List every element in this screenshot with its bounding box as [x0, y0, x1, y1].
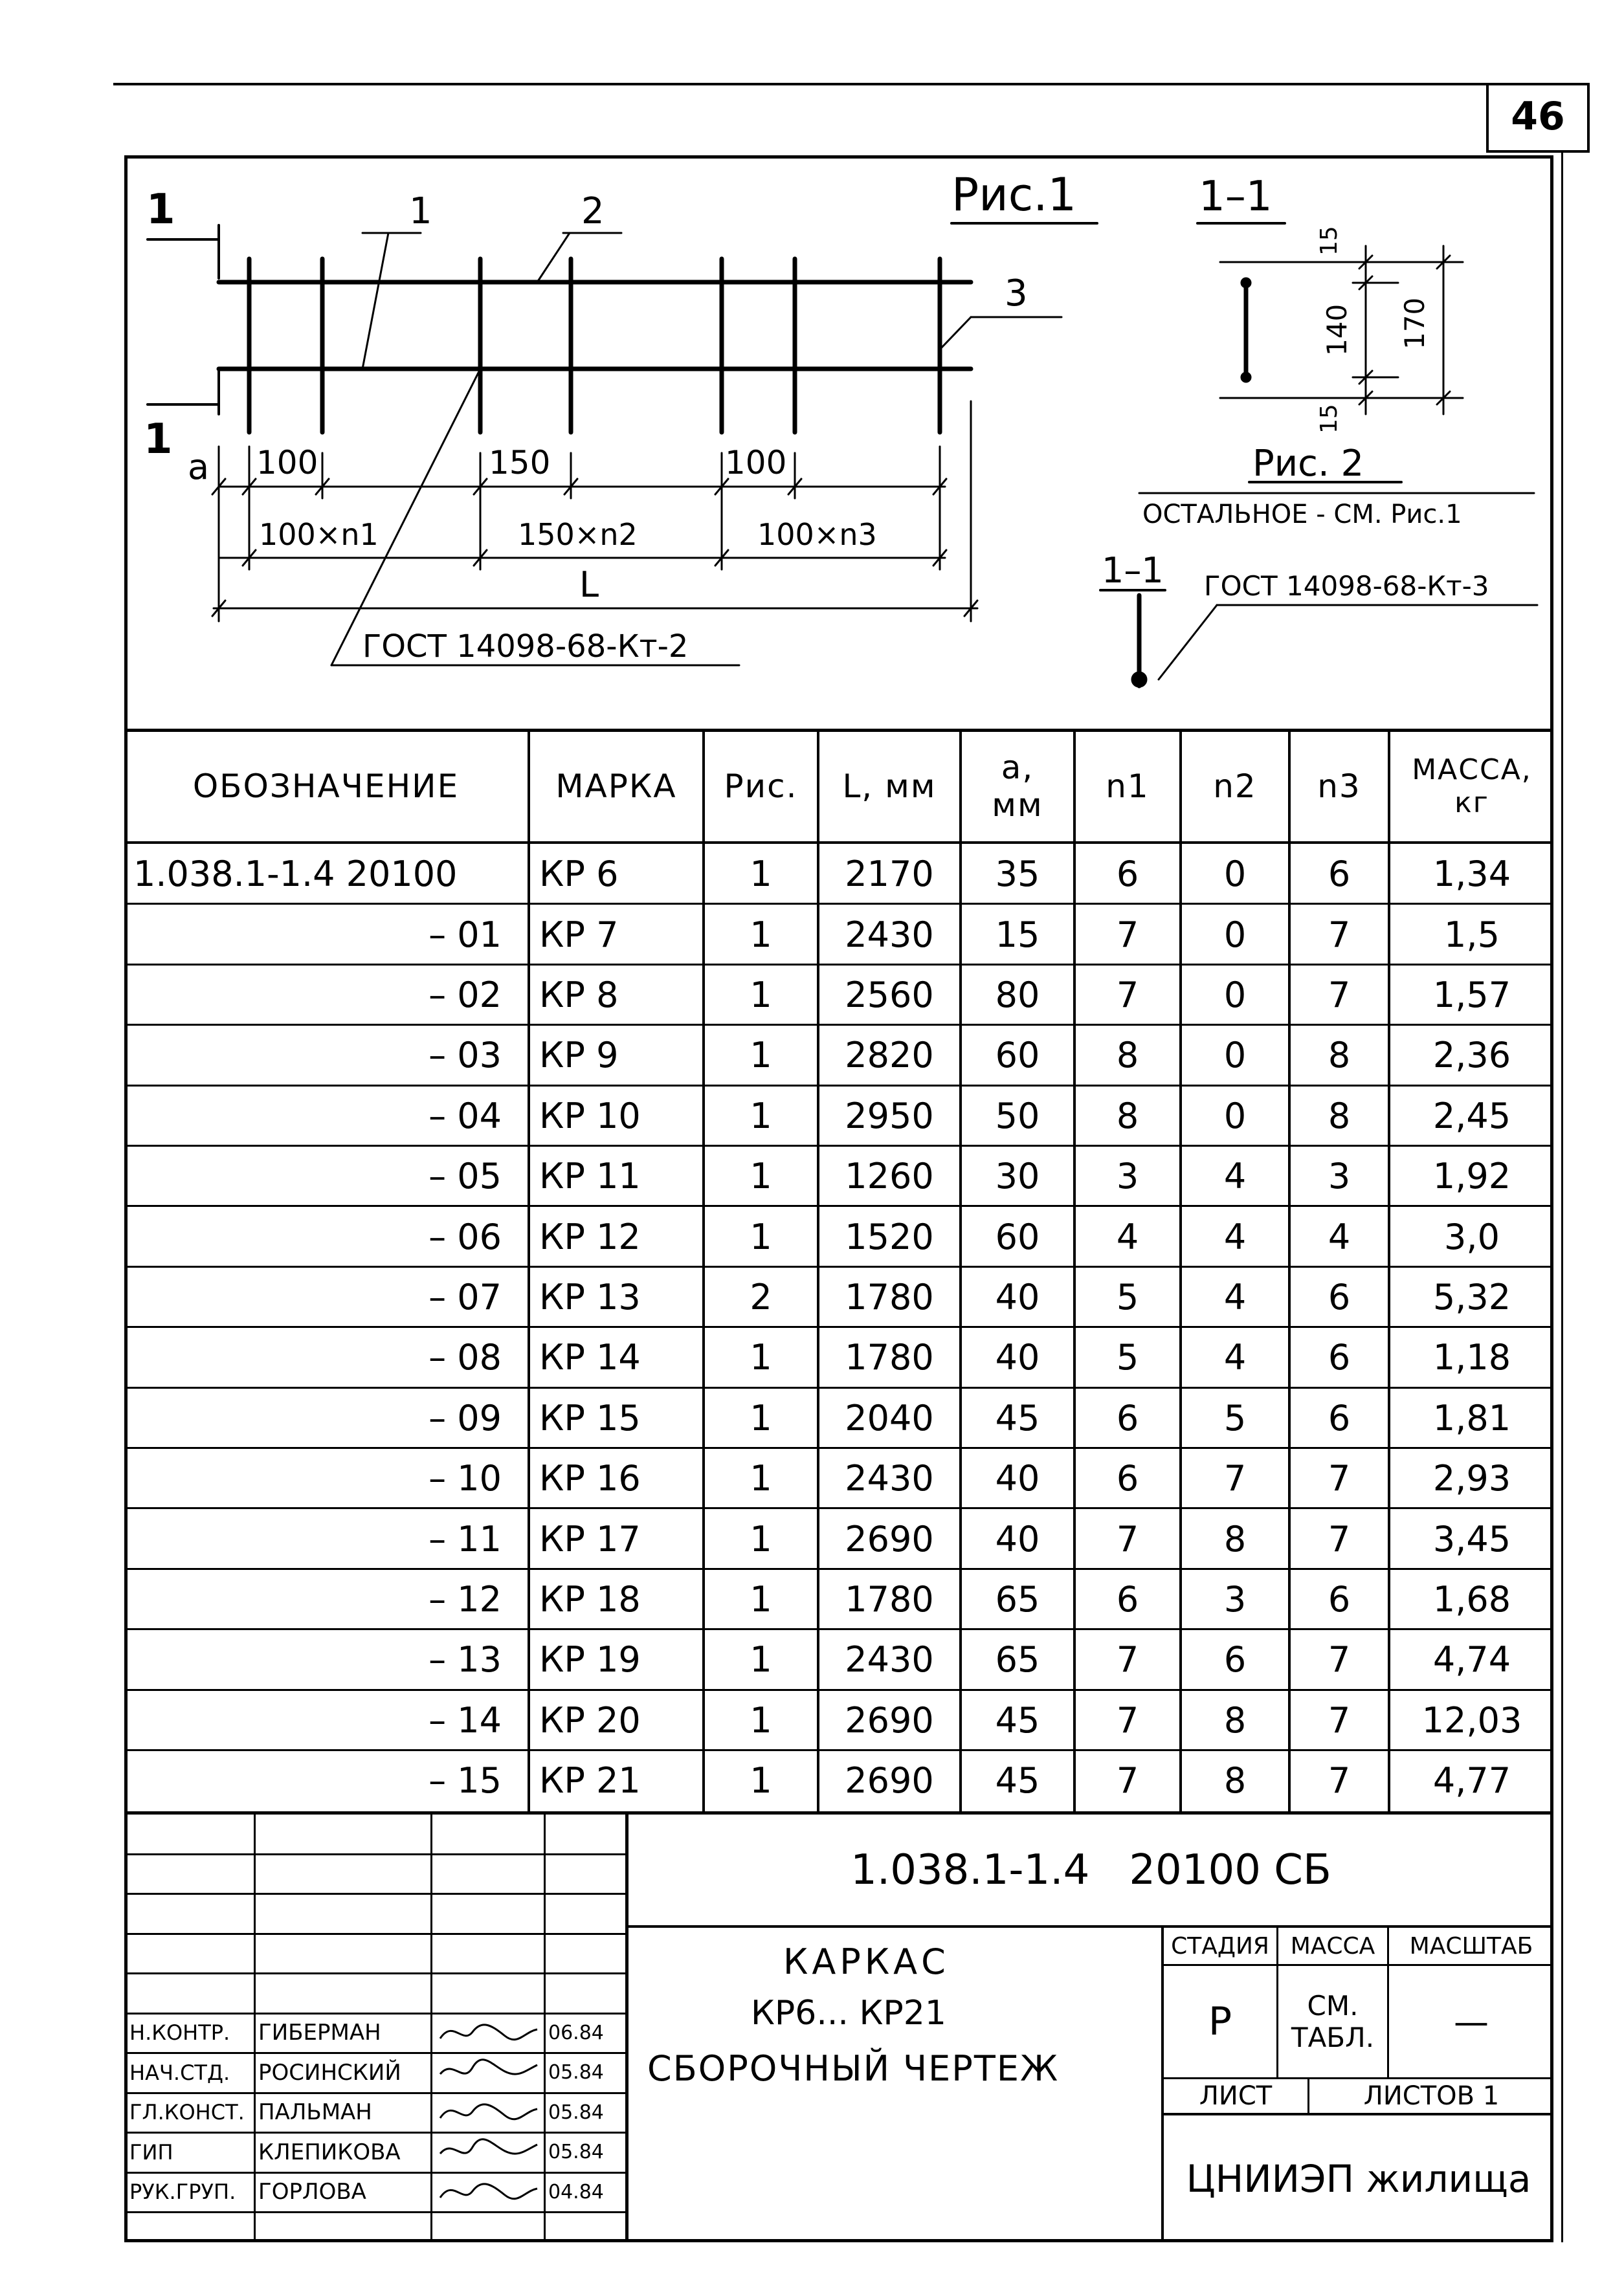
organization: ЦНИИЭП жилища	[1186, 2157, 1531, 2201]
cell-n2: 6	[1223, 1639, 1247, 1681]
cell-n3: 3	[1328, 1156, 1351, 1197]
drawing-name-line1: КАРКАС	[783, 1941, 950, 1982]
cell-figure: 1	[750, 1397, 772, 1439]
cell-n3: 6	[1328, 1578, 1351, 1620]
signature-role: ГИП	[129, 2139, 173, 2165]
cell-n1: 6	[1116, 1578, 1139, 1620]
cell-n2: 8	[1223, 1760, 1247, 1802]
cell-designation: – 07	[428, 1276, 502, 1318]
cell-a: 45	[995, 1397, 1040, 1439]
signature-name: ПАЛЬМАН	[258, 2099, 372, 2126]
cell-mass: 1,68	[1432, 1578, 1511, 1620]
cell-n2: 8	[1223, 1699, 1247, 1741]
table-bottom-rule	[124, 1811, 1553, 1815]
dim-150: 150	[489, 444, 551, 481]
cell-mass: 1,81	[1432, 1397, 1511, 1439]
cell-n3: 7	[1328, 914, 1351, 955]
cell-a: 30	[995, 1156, 1040, 1197]
cell-mass: 1,92	[1432, 1156, 1511, 1197]
cell-designation: – 02	[428, 974, 502, 1015]
header-n2: n2	[1213, 767, 1257, 805]
cell-figure: 1	[750, 1216, 772, 1257]
cell-n3: 6	[1328, 1397, 1351, 1439]
section-title: 1–1	[1199, 173, 1273, 221]
cell-mark: КР 7	[539, 914, 619, 955]
header-designation: ОБОЗНАЧЕНИЕ	[192, 767, 460, 805]
cell-n1: 7	[1116, 1639, 1139, 1681]
cell-designation: – 05	[428, 1156, 502, 1197]
cell-n2: 7	[1223, 1458, 1247, 1499]
cell-figure: 1	[750, 1156, 772, 1197]
cell-mass: 1,34	[1432, 854, 1511, 895]
cell-n1: 7	[1116, 974, 1139, 1015]
tb-grid-line	[124, 2211, 627, 2213]
cell-n2: 4	[1223, 1156, 1247, 1197]
cell-length: 2690	[845, 1518, 934, 1560]
cell-n2: 4	[1223, 1216, 1247, 1257]
cell-designation: – 15	[428, 1760, 502, 1802]
cell-n3: 8	[1328, 1095, 1351, 1136]
cell-mark: КР 18	[539, 1578, 641, 1620]
signature-name: РОСИНСКИЙ	[258, 2059, 401, 2086]
sheets-label: ЛИСТОВ 1	[1363, 2081, 1500, 2111]
cell-figure: 1	[750, 1095, 772, 1136]
fig2-note: ОСТАЛЬНОЕ - СМ. Рис.1	[1142, 500, 1462, 529]
signature-date: 05.84	[548, 2141, 604, 2164]
cell-mark: КР 15	[539, 1397, 641, 1439]
fig1-title: Рис.1	[951, 168, 1076, 221]
handwritten-signature	[434, 2172, 544, 2212]
cell-designation: – 11	[428, 1518, 502, 1560]
cell-figure: 1	[750, 974, 772, 1015]
cell-mark: КР 14	[539, 1337, 641, 1378]
sheet-label: ЛИСТ	[1199, 2081, 1273, 2111]
cell-n3: 8	[1328, 1035, 1351, 1076]
cell-designation: 1.038.1-1.4 20100	[133, 854, 458, 895]
signature-role: РУК.ГРУП.	[129, 2180, 236, 2205]
cell-a: 60	[995, 1216, 1040, 1257]
cell-figure: 2	[750, 1276, 772, 1318]
cell-designation: – 14	[428, 1699, 502, 1741]
cell-mass: 12,03	[1421, 1699, 1522, 1741]
signature-role: НАЧ.СТД.	[129, 2060, 230, 2085]
cell-mark: КР 16	[539, 1458, 641, 1499]
cell-n2: 0	[1223, 854, 1247, 895]
cell-a: 40	[995, 1458, 1040, 1499]
handwritten-signature	[434, 2092, 544, 2132]
cell-figure: 1	[750, 1518, 772, 1560]
cell-length: 2430	[845, 1458, 934, 1499]
cell-a: 65	[995, 1578, 1040, 1620]
cell-a: 50	[995, 1095, 1040, 1136]
section-label-bottom: 1	[144, 415, 173, 463]
cell-n3: 4	[1328, 1216, 1351, 1257]
dim-100n3: 100×n3	[757, 517, 877, 552]
cell-n1: 8	[1116, 1035, 1139, 1076]
header-n3: n3	[1317, 767, 1361, 805]
cell-n3: 6	[1328, 1276, 1351, 1318]
cell-figure: 1	[750, 1699, 772, 1741]
signature-date: 06.84	[548, 2021, 604, 2044]
cell-a: 80	[995, 974, 1040, 1015]
section2-title: 1–1	[1102, 550, 1164, 591]
cell-n1: 7	[1116, 1518, 1139, 1560]
signature-name: ГИБЕРМАН	[258, 2020, 381, 2046]
cell-mark: КР 19	[539, 1639, 641, 1681]
handwritten-signature	[434, 2013, 544, 2053]
cell-n1: 5	[1116, 1276, 1139, 1318]
signature-role: ГЛ.КОНСТ.	[129, 2100, 245, 2125]
cell-mark: КР 17	[539, 1518, 641, 1560]
cell-a: 45	[995, 1760, 1040, 1802]
cell-n3: 7	[1328, 1699, 1351, 1741]
dim-100-left: 100	[256, 444, 318, 481]
drawing-name-line2: КР6... КР21	[751, 1994, 946, 2033]
cell-mark: КР 6	[539, 854, 619, 895]
cell-n3: 7	[1328, 1639, 1351, 1681]
section-label-top: 1	[146, 186, 175, 234]
cell-n1: 4	[1116, 1216, 1139, 1257]
cell-length: 2690	[845, 1699, 934, 1741]
cell-a: 60	[995, 1035, 1040, 1076]
cell-length: 2560	[845, 974, 934, 1015]
stage-value: Р	[1208, 1999, 1232, 2044]
cell-mass: 1,18	[1432, 1337, 1511, 1378]
cell-mark: КР 8	[539, 974, 619, 1015]
cell-length: 1520	[845, 1216, 934, 1257]
cell-n1: 6	[1116, 1458, 1139, 1499]
cell-n1: 7	[1116, 1699, 1139, 1741]
cell-n3: 6	[1328, 854, 1351, 895]
cell-designation: – 10	[428, 1458, 502, 1499]
tb-vline	[430, 1813, 432, 2242]
signature-name: КЛЕПИКОВА	[258, 2139, 401, 2165]
cell-n2: 0	[1223, 1035, 1247, 1076]
cell-figure: 1	[750, 914, 772, 955]
cell-n3: 6	[1328, 1337, 1351, 1378]
cell-n1: 5	[1116, 1337, 1139, 1378]
cell-length: 2950	[845, 1095, 934, 1136]
header-a: a, мм	[992, 749, 1043, 824]
cell-mass: 4,77	[1432, 1760, 1511, 1802]
cell-n1: 6	[1116, 1397, 1139, 1439]
cell-length: 2040	[845, 1397, 934, 1439]
cell-length: 2430	[845, 1639, 934, 1681]
assembly-drawing	[0, 0, 1624, 728]
cell-designation: – 04	[428, 1095, 502, 1136]
cell-n2: 4	[1223, 1337, 1247, 1378]
dim-170: 170	[1399, 297, 1430, 349]
cell-n2: 0	[1223, 974, 1247, 1015]
cell-n1: 6	[1116, 854, 1139, 895]
drawing-name-line3: СБОРОЧНЫЙ ЧЕРТЕЖ	[647, 2048, 1060, 2089]
cell-length: 1260	[845, 1156, 934, 1197]
dim-15-top: 15	[1316, 226, 1342, 256]
handwritten-signature	[434, 2132, 544, 2172]
cell-length: 1780	[845, 1337, 934, 1378]
callout-2: 2	[581, 190, 605, 232]
cell-mark: КР 11	[539, 1156, 641, 1197]
cell-figure: 1	[750, 1458, 772, 1499]
dim-100n1: 100×n1	[259, 517, 379, 552]
cell-n2: 8	[1223, 1518, 1247, 1560]
cell-length: 2170	[845, 854, 934, 895]
cell-mark: КР 9	[539, 1035, 619, 1076]
cell-figure: 1	[750, 1578, 772, 1620]
cell-a: 45	[995, 1699, 1040, 1741]
cell-mark: КР 12	[539, 1216, 641, 1257]
cell-n1: 3	[1116, 1156, 1139, 1197]
cell-n3: 7	[1328, 974, 1351, 1015]
cell-length: 2820	[845, 1035, 934, 1076]
signature-date: 04.84	[548, 2180, 604, 2203]
cell-n1: 7	[1116, 914, 1139, 955]
cell-a: 65	[995, 1639, 1040, 1681]
cell-figure: 1	[750, 1760, 772, 1802]
callout-1: 1	[409, 190, 432, 232]
cell-designation: – 09	[428, 1397, 502, 1439]
cell-figure: 1	[750, 1035, 772, 1076]
cell-n3: 7	[1328, 1518, 1351, 1560]
cell-a: 40	[995, 1518, 1040, 1560]
dim-140: 140	[1321, 304, 1353, 356]
cell-designation: – 03	[428, 1035, 502, 1076]
handwritten-signature	[434, 2052, 544, 2092]
cell-length: 2690	[845, 1760, 934, 1802]
header-length: L, мм	[842, 767, 937, 805]
cell-mass: 1,57	[1432, 974, 1511, 1015]
cell-n2: 4	[1223, 1276, 1247, 1318]
cell-a: 15	[995, 914, 1040, 955]
dim-15-bottom: 15	[1316, 404, 1342, 434]
cell-a: 40	[995, 1337, 1040, 1378]
cell-a: 35	[995, 854, 1040, 895]
cell-mass: 2,45	[1432, 1095, 1511, 1136]
tb-grid-line	[124, 1972, 627, 1974]
gost-kt2: ГОСТ 14098-68-Кт-2	[362, 628, 689, 665]
cell-mass: 1,5	[1444, 914, 1500, 955]
cell-a: 40	[995, 1276, 1040, 1318]
stage-label: СТАДИЯ	[1171, 1932, 1269, 1959]
cell-length: 2430	[845, 914, 934, 955]
cell-figure: 1	[750, 1337, 772, 1378]
cell-length: 1780	[845, 1578, 934, 1620]
header-n1: n1	[1106, 767, 1150, 805]
cell-mark: КР 13	[539, 1276, 641, 1318]
cell-n3: 7	[1328, 1760, 1351, 1802]
signature-name: ГОРЛОВА	[258, 2179, 366, 2205]
doc-code: 1.038.1-1.4 20100 СБ	[851, 1846, 1331, 1894]
cell-n2: 0	[1223, 1095, 1247, 1136]
tb-grid-line	[124, 1933, 627, 1935]
cell-mark: КР 20	[539, 1699, 641, 1741]
cell-mass: 5,32	[1432, 1276, 1511, 1318]
scale-value: —	[1454, 2001, 1489, 2042]
header-mass: МАССА, кг	[1412, 753, 1532, 819]
cell-n3: 7	[1328, 1458, 1351, 1499]
page-number: 46	[1511, 94, 1565, 139]
scale-label: МАСШТАБ	[1409, 1932, 1533, 1959]
dim-100-right: 100	[725, 444, 787, 481]
mass-value: СМ. ТАБЛ.	[1291, 1990, 1375, 2053]
tb-grid-line	[124, 1893, 627, 1895]
cell-mass: 2,93	[1432, 1458, 1511, 1499]
header-mark: МАРКА	[555, 767, 677, 805]
signature-date: 05.84	[548, 2061, 604, 2084]
cell-n2: 3	[1223, 1578, 1247, 1620]
cell-designation: – 01	[428, 914, 502, 955]
signature-role: Н.КОНТР.	[129, 2020, 230, 2046]
cell-figure: 1	[750, 1639, 772, 1681]
cell-designation: – 13	[428, 1639, 502, 1681]
dim-L: L	[579, 564, 599, 605]
cell-n1: 7	[1116, 1760, 1139, 1802]
cell-n2: 0	[1223, 914, 1247, 955]
cell-mass: 3,45	[1432, 1518, 1511, 1560]
mass-label: МАССА	[1290, 1932, 1375, 1959]
cell-designation: – 12	[428, 1578, 502, 1620]
cell-mark: КР 10	[539, 1095, 641, 1136]
cell-designation: – 08	[428, 1337, 502, 1378]
cell-length: 1780	[845, 1276, 934, 1318]
cell-figure: 1	[750, 854, 772, 895]
dim-a: a	[188, 447, 210, 487]
dim-150n2: 150×n2	[518, 517, 638, 552]
cell-mass: 4,74	[1432, 1639, 1511, 1681]
gost-kt3: ГОСТ 14098-68-Кт-3	[1204, 570, 1489, 602]
tb-grid-line	[124, 1853, 627, 1855]
fig2-title: Рис. 2	[1252, 443, 1364, 485]
cell-mass: 3,0	[1444, 1216, 1500, 1257]
cell-n2: 5	[1223, 1397, 1247, 1439]
cell-designation: – 06	[428, 1216, 502, 1257]
cell-n1: 8	[1116, 1095, 1139, 1136]
header-figure: Рис.	[724, 767, 798, 805]
cell-mass: 2,36	[1432, 1035, 1511, 1076]
signature-date: 05.84	[548, 2101, 604, 2124]
callout-3: 3	[1005, 272, 1028, 315]
cell-mark: КР 21	[539, 1760, 641, 1802]
